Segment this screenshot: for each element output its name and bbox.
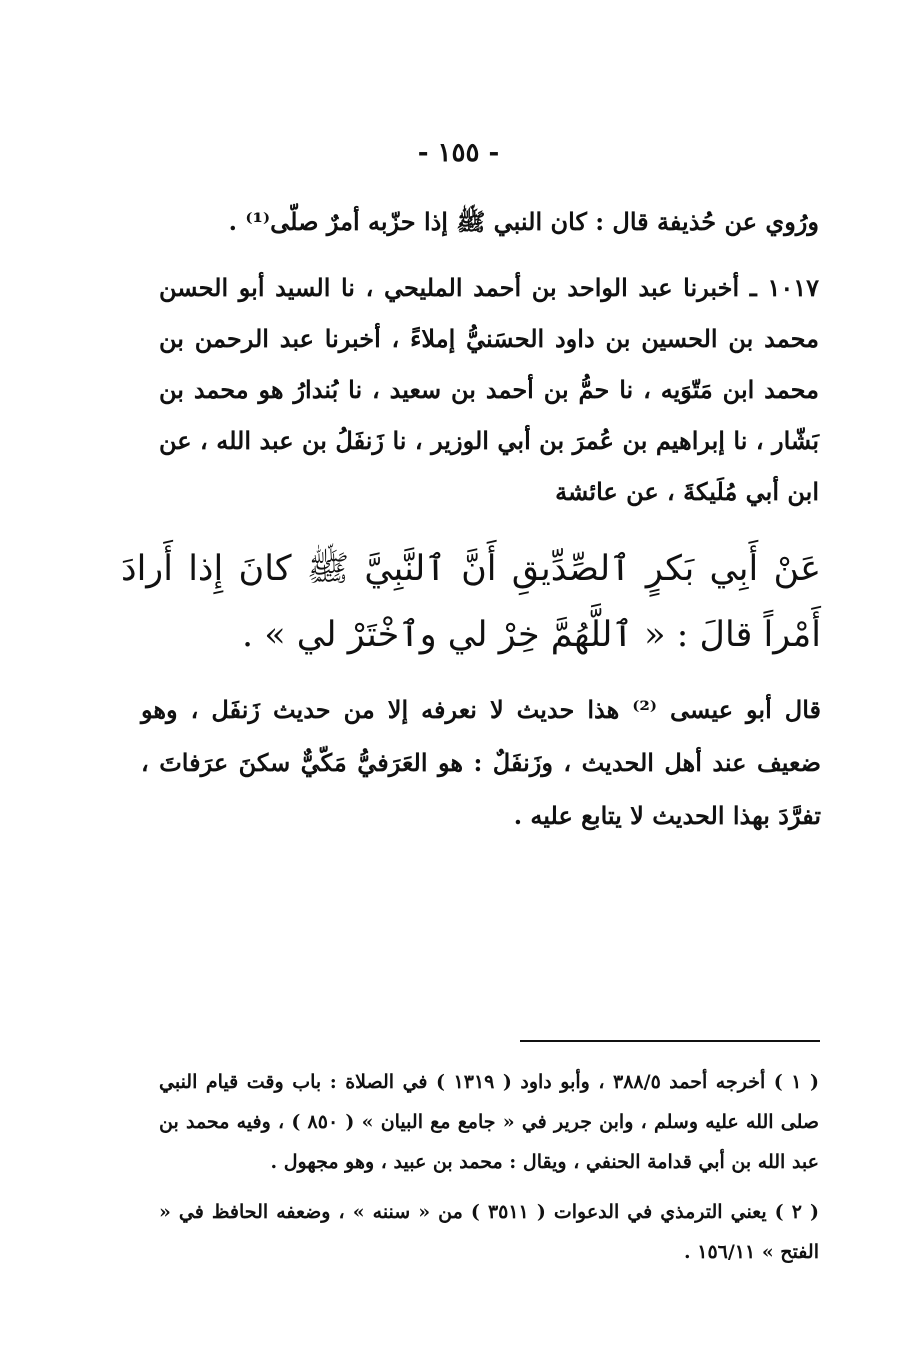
page-number: - ١٥٥ -: [417, 138, 500, 168]
commentary-paragraph: قال أبو عيسى ⁽²⁾ هذا حديث لا نعرفه إلا من حديث زَنفَل ، وهو ضعيف عند أهل الحديث ، وزَنفَلٌ : هو العَرَفيُّ مَكّيٌّ سكنَ عرَفاتَ ، تفرَّدَ بهذا الحديث لا يتابع عليه .: [141, 695, 821, 830]
footnote-2: ( ٢ ) يعني الترمذي في الدعوات ( ٣٥١١ ) من « سننه » ، وضعفه الحافظ في « الفتح » ١٥٦/١١ .: [159, 1201, 819, 1263]
footnote-1: ( ١ ) أخرجه أحمد ٣٨٨/٥ ، وأبو داود ( ١٣١٩ ) في الصلاة : باب وقت قيام النبي صلى الله عليه وسلم ، وابن جرير في « جامع مع البيان » ( ٨٥٠ ) ، وفيه محمد بن عبد الله بن أبي قدامة الحنفي ، ويقال : محمد بن عبيد ، وهو مجهول .: [159, 1071, 819, 1173]
isnad-paragraph: ١٠١٧ ـ أخبرنا عبد الواحد بن أحمد المليحي ، نا السيد أبو الحسن محمد بن الحسين بن داود الحسَنيُّ إملاءً ، أخبرنا عبد الرحمن بن محمد ابن مَتّوَيه ، نا حمُّ بن أحمد بن سعيد ، نا بُندارُ هو محمد بن بَشّار ، نا إبراهيم بن عُمرَ بن أبي الوزير ، نا زَنفَلُ بن عبد الله ، عن ابن أبي مُلَيكةَ ، عن عائشة: [159, 273, 819, 506]
intro-paragraph: ورُوي عن حُذيفة قال : كان النبي ﷺ إذا حزّبه أمرٌ صلّى⁽¹⁾ .: [228, 207, 819, 236]
hadith-text: عَنْ أَبِي بَكرٍ ٱلصِّدِّيقِ أَنَّ ٱلنَّبِيَّ ﷺ كانَ إِذا أَرادَ أَمْراً قالَ : « ٱللَّهُمَّ خِرْ لي وٱخْتَرْ لي » .: [121, 549, 821, 655]
footnote-divider: [520, 1040, 820, 1042]
footnotes: [159, 1062, 819, 1282]
